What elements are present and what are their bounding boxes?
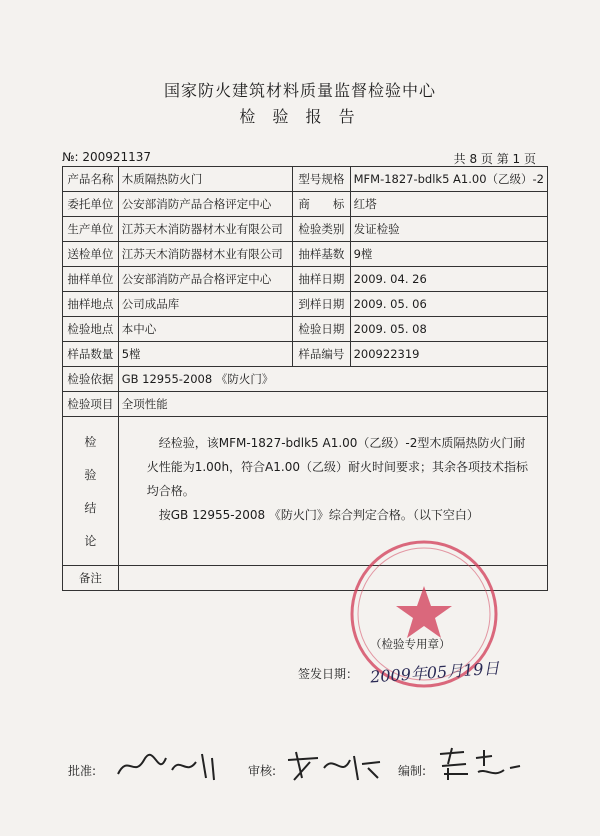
report-number: №: 200921137	[62, 150, 152, 164]
conclusion-label-char: 验	[84, 468, 97, 482]
cell-value: 木质隔热防火门	[118, 167, 292, 192]
cell-label: 抽样地点	[63, 292, 119, 317]
table-row	[63, 392, 548, 417]
conclusion-label-char: 论	[84, 534, 97, 548]
report-table	[62, 166, 548, 591]
table-row	[63, 292, 548, 317]
cell-value: 9樘	[350, 242, 547, 267]
cell-label: 委托单位	[63, 192, 119, 217]
approver-signature-icon	[114, 748, 224, 784]
table-row	[63, 317, 548, 342]
cell-value: 发证检验	[350, 217, 547, 242]
cell-value: 公安部消防产品合格评定中心	[118, 267, 292, 292]
conclusion-label-char: 检	[84, 435, 97, 449]
cell-value: 公司成品库	[118, 292, 292, 317]
cell-value: 公安部消防产品合格评定中心	[118, 192, 292, 217]
reviewer-label: 审核:	[248, 764, 277, 778]
cell-label: 样品数量	[63, 342, 119, 367]
cell-label: 到样日期	[293, 292, 351, 317]
table-row	[63, 192, 548, 217]
conclusion-text: 经检验，该MFM-1827-bdlk5 A1.00（乙级）-2型木质隔热防火门耐火性能为1.00h，符合A1.00（乙级）耐火时间要求；其余各项技术指标均合格。	[146, 436, 528, 498]
conclusion-label-char: 结	[84, 501, 97, 515]
cell-value: 红塔	[350, 192, 547, 217]
center-name: 国家防火建筑材料质量监督检验中心	[163, 81, 436, 100]
seal-label: （检验专用章）	[370, 637, 451, 651]
cell-label: 送检单位	[63, 242, 119, 267]
editor-signature-icon	[434, 744, 524, 784]
table-row	[63, 242, 548, 267]
cell-label: 抽样日期	[293, 267, 351, 292]
cell-value: GB 12955-2008 《防火门》	[118, 367, 547, 392]
cell-label: 样品编号	[293, 342, 351, 367]
cell-label: 检验类别	[293, 217, 351, 242]
cell-value: 2009. 05. 06	[350, 292, 547, 317]
cell-value: 2009. 04. 26	[350, 267, 547, 292]
remark-label: 备注	[63, 566, 119, 591]
cell-label: 生产单位	[63, 217, 119, 242]
cell-label: 检验依据	[63, 367, 119, 392]
table-row	[63, 267, 548, 292]
cell-value: 2009. 05. 08	[350, 317, 547, 342]
reviewer-signature-icon	[284, 748, 384, 784]
cell-label: 检验日期	[293, 317, 351, 342]
cell-value: MFM-1827-bdlk5 A1.00（乙级）-2	[350, 167, 547, 192]
page-info: 共 8 页 第 1 页	[453, 152, 536, 166]
sign-date: 2009年05月19日	[369, 658, 501, 687]
editor-label: 编制:	[398, 764, 427, 778]
cell-label: 检验项目	[63, 392, 119, 417]
cell-value: 本中心	[118, 317, 292, 342]
table-row	[63, 367, 548, 392]
cell-label: 抽样单位	[63, 267, 119, 292]
table-row	[63, 167, 548, 192]
cell-value: 江苏天木消防器材木业有限公司	[118, 242, 292, 267]
table-row	[63, 217, 548, 242]
cell-label: 检验地点	[63, 317, 119, 342]
conclusion-label	[63, 417, 119, 566]
cell-value: 5樘	[118, 342, 292, 367]
cell-value: 全项性能	[118, 392, 547, 417]
cell-label: 产品名称	[63, 167, 119, 192]
cell-label: 型号规格	[293, 167, 351, 192]
cell-value: 江苏天木消防器材木业有限公司	[118, 217, 292, 242]
cell-label: 抽样基数	[293, 242, 351, 267]
cell-label: 商 标	[293, 192, 351, 217]
report-title: 检 验 报 告	[239, 107, 361, 126]
table-row	[63, 342, 548, 367]
conclusion-verdict: 按GB 12955-2008 《防火门》综合判定合格。（以下空白）	[158, 508, 479, 522]
approver-label: 批准:	[68, 764, 97, 778]
cell-value: 200922319	[350, 342, 547, 367]
sign-date-label: 签发日期：	[298, 667, 359, 681]
